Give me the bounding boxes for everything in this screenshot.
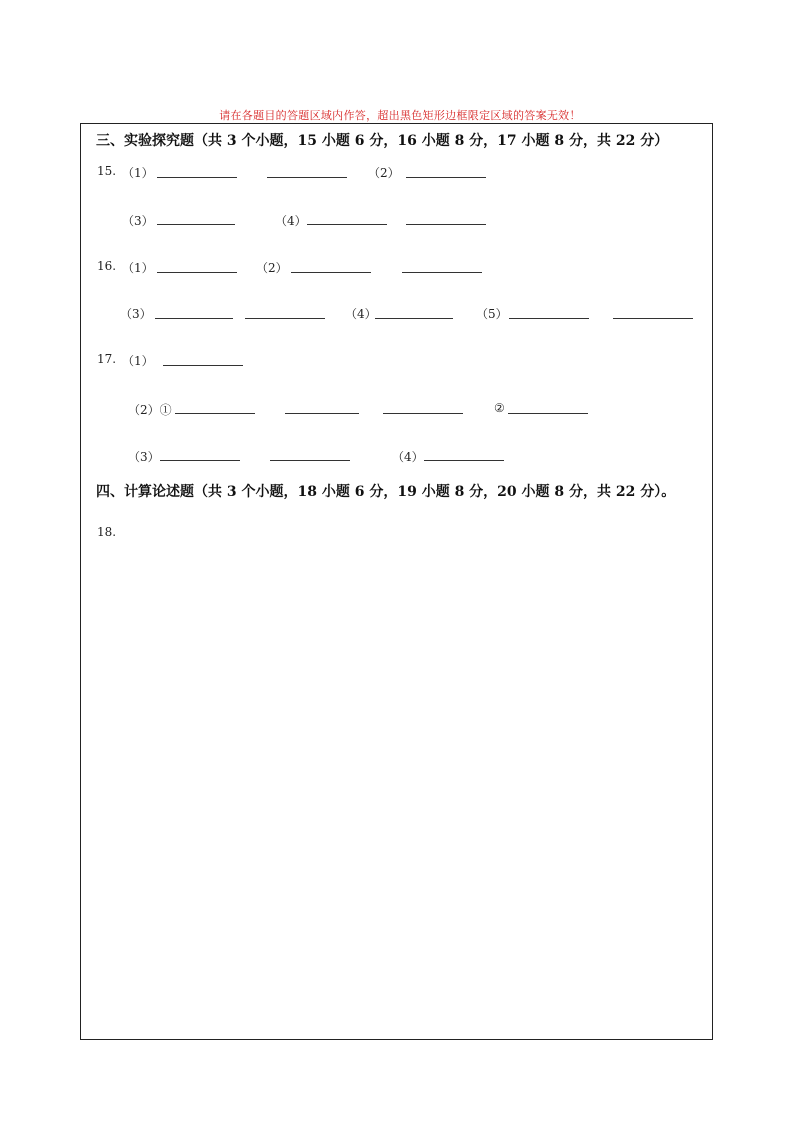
q15-part1-blank-a[interactable] [157, 177, 237, 178]
section-3-title: 三、实验探究题（共 3 个小题，15 小题 6 分，16 小题 8 分，17 小题 8 分，共 22 分） [96, 133, 669, 149]
q16-part3-blank-a[interactable] [155, 318, 233, 319]
q16-number: 16. [97, 259, 117, 273]
q17-part1-label: （1） [122, 354, 154, 368]
section-4-title: 四、计算论述题（共 3 个小题，18 小题 6 分，19 小题 8 分，20 小题 8 分，共 22 分）。 [96, 484, 676, 500]
q17-part1-blank[interactable] [163, 365, 243, 366]
q17-part4-blank[interactable] [424, 460, 504, 461]
q15-part4-blank-a[interactable] [307, 224, 387, 225]
q17-part2-blank-c[interactable] [383, 413, 463, 414]
q17-part3-label: （3） [128, 450, 160, 464]
q17-part2-blank-a[interactable] [175, 413, 255, 414]
q16-part3-label: （3） [120, 307, 152, 321]
q17-part3-blank-a[interactable] [160, 460, 240, 461]
q16-part2-blank-a[interactable] [291, 272, 371, 273]
q16-part5-label: （5） [476, 307, 508, 321]
q15-number: 15. [97, 164, 117, 178]
q17-part3-blank-b[interactable] [270, 460, 350, 461]
q17-part2-second-label: ② [494, 401, 505, 415]
q16-part1-label: （1） [122, 261, 154, 275]
q15-part1-label: （1） [122, 166, 154, 180]
q17-part2-blank-d[interactable] [508, 413, 588, 414]
q18-answer-area[interactable] [96, 545, 696, 1025]
q17-part2-label: （2）① [128, 403, 172, 417]
answer-area-notice: 请在各题目的答题区域内作答，超出黑色矩形边框限定区域的答案无效！ [219, 109, 581, 122]
q16-part3-blank-b[interactable] [245, 318, 325, 319]
q17-part4-label: （4） [392, 450, 424, 464]
q17-part2-blank-b[interactable] [285, 413, 359, 414]
q17-number: 17. [97, 352, 117, 366]
q15-part1-blank-b[interactable] [267, 177, 347, 178]
q15-part4-blank-b[interactable] [406, 224, 486, 225]
q16-part4-blank[interactable] [375, 318, 453, 319]
q16-part2-blank-b[interactable] [402, 272, 482, 273]
q16-part1-blank[interactable] [157, 272, 237, 273]
q15-part3-label: （3） [122, 214, 154, 228]
q15-part3-blank[interactable] [157, 224, 235, 225]
q15-part4-label: （4） [275, 214, 307, 228]
q16-part4-label: （4） [345, 307, 377, 321]
q16-part5-blank-b[interactable] [613, 318, 693, 319]
q15-part2-blank[interactable] [406, 177, 486, 178]
q18-number: 18. [97, 525, 117, 539]
q15-part2-label: （2） [368, 166, 400, 180]
q16-part2-label: （2） [256, 261, 288, 275]
q16-part5-blank-a[interactable] [509, 318, 589, 319]
